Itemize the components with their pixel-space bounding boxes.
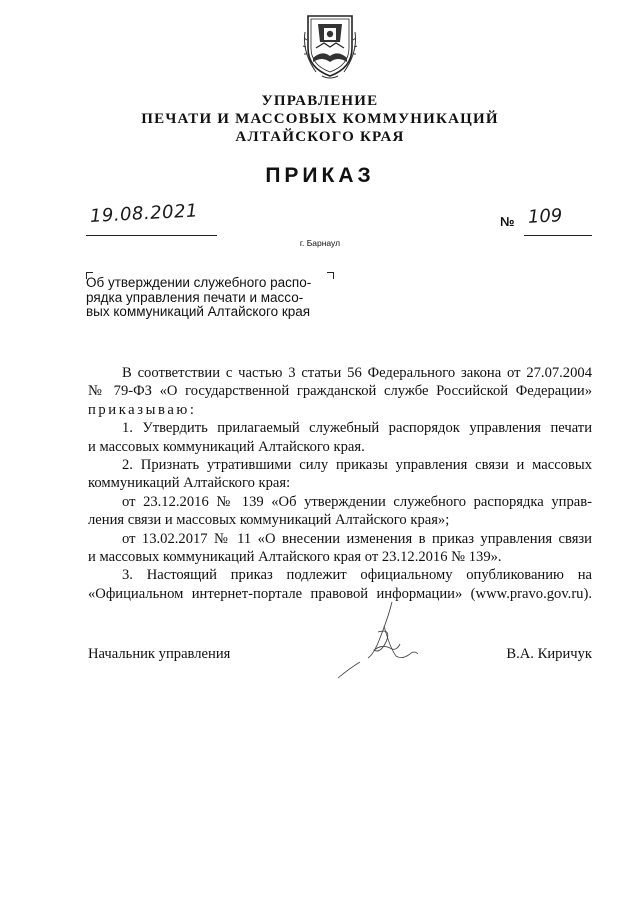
body-line: 3. Настоящий приказ подлежит официальному опубликованию на [122, 567, 592, 584]
org-name-line-2: ПЕЧАТИ И МАССОВЫХ КОММУНИКАЦИЙ [141, 111, 499, 127]
number-label: № [500, 214, 515, 229]
order-body [88, 364, 592, 603]
org-name-line-3: АЛТАЙСКОГО КРАЯ [235, 129, 405, 145]
subject-text [86, 276, 336, 320]
body-line: и массовых коммуникаций Алтайского края от 23.12.2016 № 139». [88, 549, 502, 566]
body-line: В соответствии с частью 3 статьи 56 Федерального закона от 27.07.2004 [122, 365, 592, 381]
org-name-line-1: УПРАВЛЕНИЕ [261, 93, 379, 109]
body-line: 1. Утвердить прилагаемый служебный распорядок управления печати [122, 420, 592, 437]
handwritten-signature-icon [330, 598, 440, 688]
body-line: и массовых коммуникаций Алтайского края. [88, 438, 365, 455]
subject-line: Об утверждении служебного распо- [86, 275, 312, 290]
subject-line: рядка управления печати и массо- [86, 289, 304, 305]
city-label: г. Барнаул [299, 238, 341, 248]
body-line: 2. Признать утратившими силу приказы управления связи и массовых [122, 457, 592, 474]
body-line-order-verb: приказываю: [88, 401, 197, 418]
body-line: «Официальном интернет-портале правовой информации» (www.pravo.gov.ru). [88, 585, 592, 602]
document-type-title: ПРИКАЗ [265, 164, 375, 187]
number-value: 109 [527, 205, 563, 228]
signer-position: Начальник управления [88, 646, 231, 662]
body-line: от 13.02.2017 № 11 «О внесении изменения в приказ управления связи [122, 530, 592, 547]
altai-coat-of-arms-icon [302, 12, 358, 80]
signer-name: В.А. Киричук [506, 646, 592, 662]
body-line: коммуникаций Алтайского края: [88, 475, 291, 492]
date-value: 19.08.2021 [89, 200, 199, 227]
body-line: ления связи и массовых коммуникаций Алтайского края»; [88, 512, 450, 529]
body-line: от 23.12.2016 № 139 «Об утверждении служебного распорядка управ- [122, 493, 592, 510]
subject-line: вых коммуникаций Алтайского края [86, 304, 311, 319]
body-line: № 79-ФЗ «О государственной гражданской службе Российской Федерации» [88, 383, 592, 400]
